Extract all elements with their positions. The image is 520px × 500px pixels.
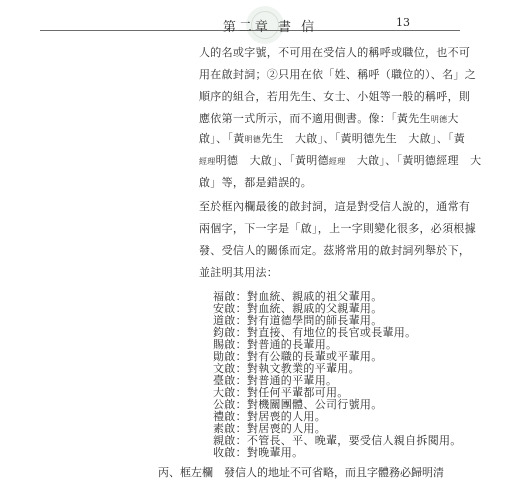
small-text: 明德 [430, 115, 448, 124]
text-run: 明德 大啟」、「黃明德 [215, 154, 329, 167]
term-item: 道啟：對有道德學問的師長輩用。 [213, 314, 383, 327]
term-item: 勛啟：對有公職的長輩或平輩用。 [213, 350, 383, 363]
term-item: 賜啟：對普通的長輩用。 [213, 338, 338, 351]
small-text: 經理 [328, 157, 346, 166]
paragraph-line [199, 152, 481, 171]
paragraph-line: 順序的組合，若用先生、女士、小姐等一般的稱呼，則 [199, 90, 471, 103]
term-item: 收啟：對晚輩用。 [213, 446, 304, 459]
text-run: 啟」、「黃 [199, 132, 245, 145]
text-run: 先生 大啟」、「黃明德先生 大啟」、「黃 [261, 132, 466, 145]
paragraph-line: 人的名或字號，不可用在受信人的稱呼或職位，也不可 [199, 46, 471, 59]
section-heading-line: 丙、框左欄 發信人的地址不可省略，而且字體務必歸明清 [158, 466, 444, 479]
paragraph-line [199, 130, 465, 149]
small-text: 經理 [199, 157, 216, 166]
term-item: 安啟：對血統、親戚的父親輩用。 [213, 302, 383, 315]
term-item: 親啟：不管長、平、晚輩，要受信人親自拆閱用。 [213, 434, 462, 447]
paragraph-line [199, 110, 459, 129]
text-run: 大啟」、「黃明德經理 大 [345, 154, 482, 167]
text-run: 應依第一式所示，而不適用側書。像：「黃先生 [199, 112, 431, 125]
chapter-title: 第二章 書 信 [222, 20, 318, 35]
paragraph-line: 用在啟封詞；②只用在依「姓、稱呼（職位的）、名」之 [199, 68, 476, 81]
term-item: 鈞啟：對直接、有地位的長官或長輩用。 [213, 326, 417, 339]
paragraph-line: 啟」等，都是錯誤的。 [199, 176, 312, 189]
paragraph-line: 至於框內欄最後的啟封詞，這是對受信人說的，通常有 [199, 200, 471, 213]
paragraph-line: 兩個字，下一字是「啟」，上一字則變化很多，必須根據 [199, 222, 476, 235]
paragraph-line: 發、受信人的關係而定。茲將常用的啟封詞列舉於下， [199, 244, 471, 257]
small-text: 明德 [244, 135, 262, 144]
term-item: 禮啟：對居喪的人用。 [213, 410, 326, 423]
term-item: 素啟：對居喪的人用。 [213, 422, 326, 435]
term-item: 福啟：對血統、親戚的祖父輩用。 [213, 290, 383, 303]
term-item: 文啟：對執文教業的平輩用。 [213, 362, 360, 375]
text-run: 大 [447, 112, 459, 125]
page-number: 13 [396, 16, 410, 29]
term-item: 公啟：對機關團體、公司行號用。 [213, 398, 383, 411]
paragraph-line: 並註明其用法： [199, 266, 279, 279]
term-item: 臺啟：對普通的平輩用。 [213, 374, 338, 387]
term-item: 大啟：對任何平輩都可用。 [213, 386, 349, 399]
